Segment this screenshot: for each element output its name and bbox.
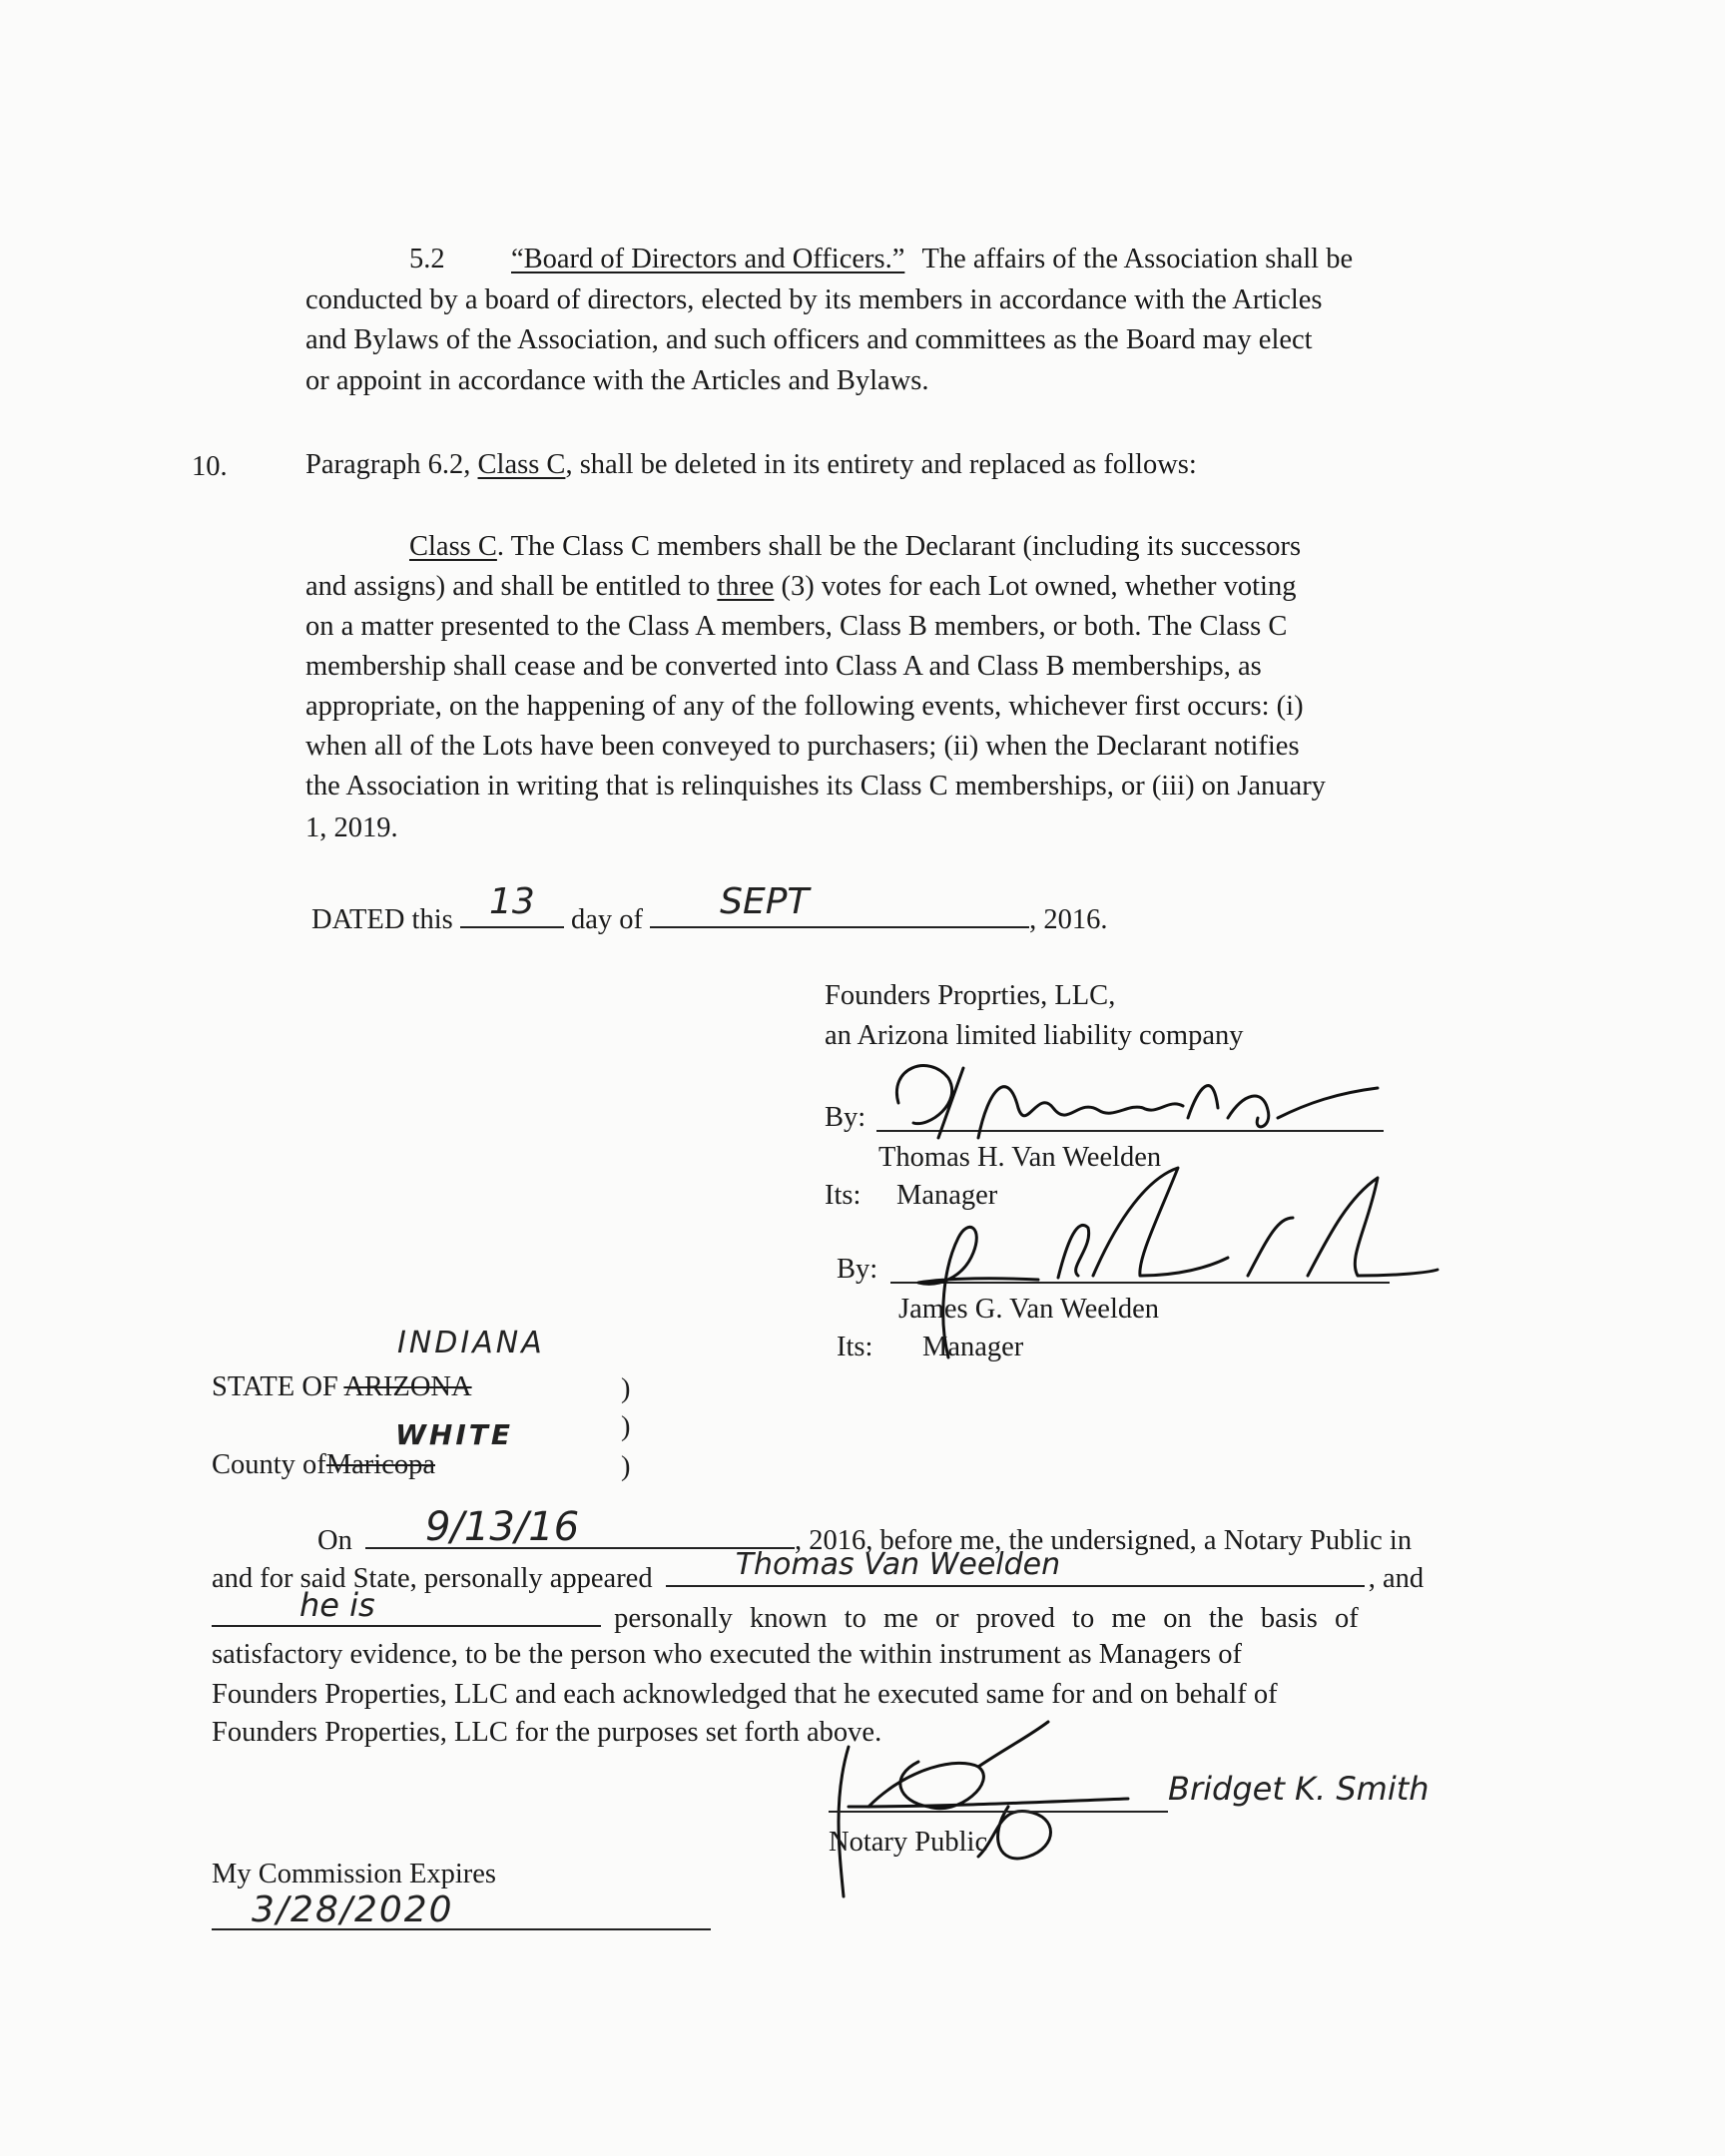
commission-line [212, 1928, 711, 1930]
month-blank [650, 881, 1029, 928]
company-type: an Arizona limited liability company [825, 1020, 1244, 1051]
item-text: Paragraph 6.2, [305, 449, 478, 480]
signer2-by-label: By: [837, 1254, 878, 1285]
day-blank [460, 881, 564, 928]
paren-2: ) [621, 1411, 631, 1442]
class-c-line-2 [305, 567, 1296, 607]
he-is-handwritten: he is [299, 1586, 375, 1624]
notary-text-line: Founders Properties, LLC and each acknowledged that he executed same for and on behalf of [212, 1679, 1278, 1710]
appeared-blank [666, 1547, 1365, 1587]
date-blank [365, 1504, 795, 1550]
section-number: 5.2 [409, 244, 445, 274]
commission-date-handwritten: 3/28/2020 [252, 1889, 454, 1930]
item-text: , shall be deleted in its entirety and replaced as follows: [565, 449, 1197, 480]
class-c-text-line: on a matter presented to the Class A members, Class B members, or both. The Class C [305, 611, 1288, 642]
class-c-text-line: membership shall cease and be converted into Class A and Class B memberships, as [305, 651, 1262, 682]
he-is-blank [212, 1586, 601, 1627]
notary-text-line: Founders Properties, LLC for the purposes set forth above. [212, 1717, 882, 1748]
class-c-text-line: 1, 2019. [305, 812, 398, 843]
notary-line-3 [212, 1586, 1359, 1639]
signer2-its-label: Its: [837, 1332, 873, 1362]
class-c-heading: Class C [409, 531, 497, 562]
notary-text: , and [1368, 1563, 1425, 1594]
item-10-text [305, 445, 1197, 485]
section-5-2-line-1 [409, 240, 445, 279]
paren-3: ) [621, 1451, 631, 1482]
notary-text-line: satisfactory evidence, to be the person who executed the within instrument as Managers of [212, 1639, 1243, 1670]
state-label: STATE OF [212, 1371, 338, 1402]
county-struck: Maricopa [325, 1449, 435, 1480]
day-handwritten: 13 [488, 881, 535, 922]
date-handwritten: 9/13/16 [424, 1504, 580, 1550]
class-c-text: and assigns) and shall be entitled to [305, 571, 718, 602]
three-votes: three [717, 571, 775, 602]
dated-prefix: DATED this [311, 904, 453, 935]
paren-1: ) [621, 1373, 631, 1404]
section-text-line: and Bylaws of the Association, and such officers and committees as the Board may elect [305, 324, 1313, 355]
dated-middle: day of [570, 904, 643, 935]
state-struck: ARIZONA [343, 1371, 472, 1402]
dated-year: , 2016. [1029, 904, 1108, 935]
class-c-text-line: the Association in writing that is relinquishes its Class C memberships, or (iii) on January [305, 771, 1326, 802]
notary-text: and for said State, personally appeared [212, 1563, 653, 1594]
state-line [212, 1367, 472, 1407]
class-c-text: (3) votes for each Lot owned, whether voting [774, 571, 1297, 602]
on-label: On [317, 1525, 352, 1556]
notary-signature-line [829, 1811, 1168, 1813]
item-number: 10. [192, 451, 228, 482]
signer1-name: Thomas H. Van Weelden [878, 1142, 1162, 1173]
dated-line [311, 881, 1108, 940]
signer1-its-label: Its: [825, 1180, 862, 1211]
month-handwritten: SEPT [720, 881, 810, 922]
signer2-name: James G. Van Weelden [898, 1294, 1160, 1325]
notary-public-label: Notary Public [829, 1827, 988, 1858]
notary-text: , 2016, before me, the undersigned, a Notary Public in [794, 1525, 1413, 1556]
section-text-line: or appoint in accordance with the Articles and Bylaws. [305, 365, 929, 396]
notary-text: personally known to me or proved to me on the basis of [614, 1603, 1359, 1634]
section-5-2-heading-line [511, 240, 1353, 279]
class-c-text-line: appropriate, on the happening of any of the following events, whichever first occurs: (i) [305, 691, 1304, 722]
section-heading: “Board of Directors and Officers.” [511, 244, 905, 274]
county-label: County of [212, 1449, 326, 1480]
class-c-reference: Class C [477, 449, 566, 480]
company-name: Founders Proprties, LLC, [825, 980, 1116, 1011]
signer1-title: Manager [896, 1180, 998, 1211]
section-text-line: conducted by a board of directors, elected by its members in accordance with the Articles [305, 284, 1323, 315]
class-c-text-line: when all of the Lots have been conveyed to purchasers; (ii) when the Declarant notifies [305, 731, 1300, 762]
signer2-title: Manager [922, 1332, 1024, 1362]
section-text-line: The affairs of the Association shall be [921, 244, 1354, 274]
appeared-handwritten: Thomas Van Weelden [735, 1547, 1061, 1582]
notary-name-handwritten: Bridget K. Smith [1168, 1770, 1430, 1808]
signature-notary [829, 1707, 1148, 1906]
commission-label: My Commission Expires [212, 1859, 497, 1889]
class-c-line-1 [409, 527, 1301, 567]
county-line [212, 1445, 435, 1485]
signer1-by-label: By: [825, 1102, 866, 1133]
county-handwritten: WHITE [395, 1418, 513, 1451]
class-c-text: . The Class C members shall be the Declarant (including its successors [496, 531, 1302, 562]
state-handwritten: INDIANA [397, 1326, 545, 1360]
